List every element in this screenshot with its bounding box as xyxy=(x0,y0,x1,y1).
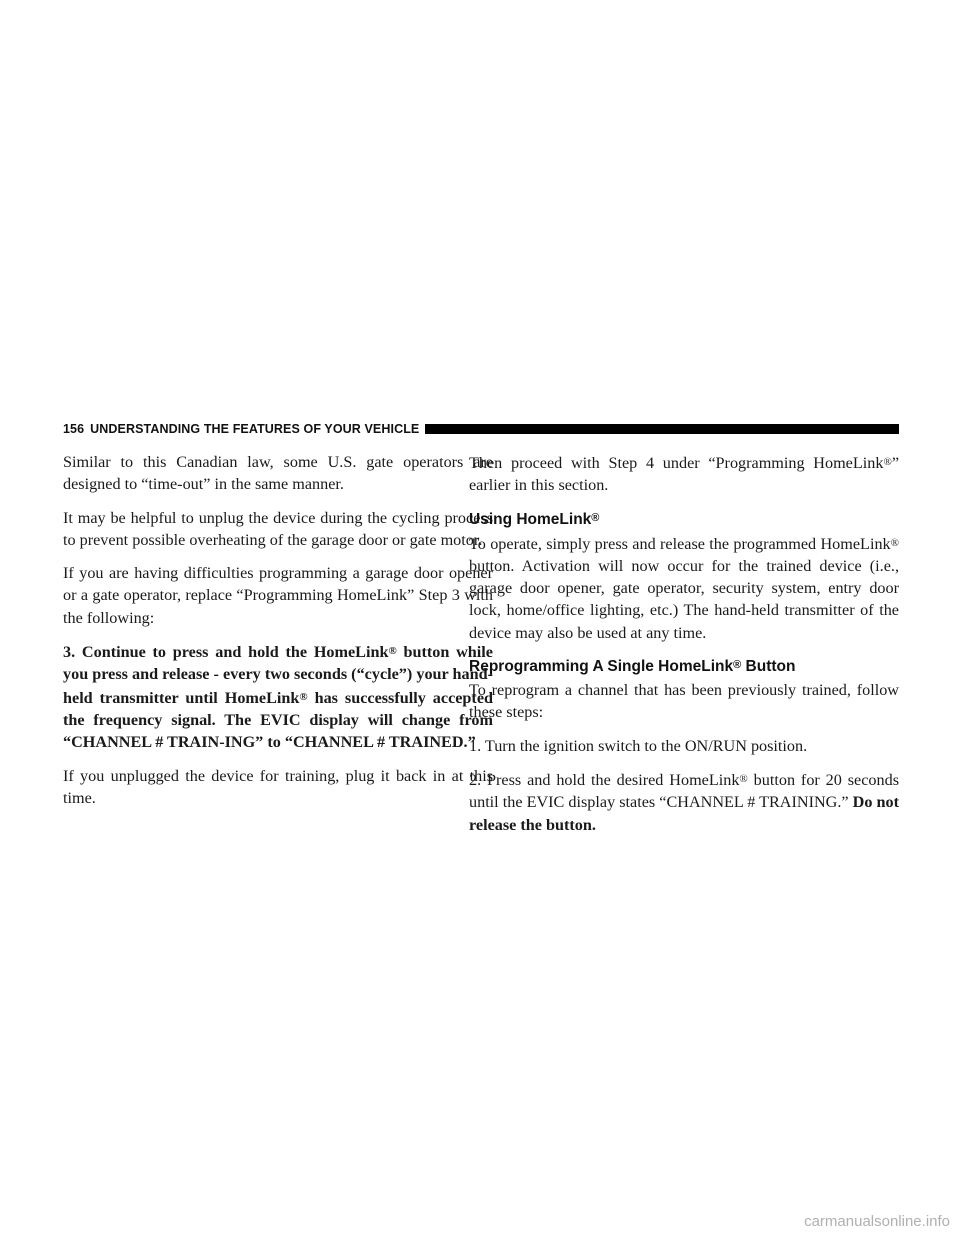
step-2-warning: Do not release the button. xyxy=(469,793,900,834)
step-3-text-a: 3. Continue to press and hold the HomeLink xyxy=(63,643,389,662)
registered-mark: ® xyxy=(733,659,742,672)
paragraph-step-2 xyxy=(469,768,899,836)
operate-text-b: button. Activation will now occur for the trained device (i.e., garage door opener, gate operator, security system, entry door lock, home/office lighting, etc.) The hand-held transmitter of the device may also be used at any time. xyxy=(469,556,899,642)
paragraph-proceed-step-4 xyxy=(469,451,899,497)
paragraph-operate xyxy=(469,532,899,644)
paragraph-difficulties: If you are having difficulties programming a garage door opener or a gate operator, replace “Programming HomeLink” Step 3 with the following: xyxy=(63,564,493,627)
step-2-text-a: 2. Press and hold the desired HomeLink xyxy=(469,770,740,789)
heading-reprogramming xyxy=(469,655,899,677)
registered-mark: ® xyxy=(883,456,892,468)
heading-using-homelink xyxy=(469,508,899,530)
operate-text-a: To operate, simply press and release the programmed HomeLink xyxy=(469,534,891,553)
page-number: 156 xyxy=(63,422,85,436)
left-column xyxy=(63,451,493,820)
step-3-text-b: button while you press and release - every two seconds (“cycle”) your hand-held transmitter until HomeLink xyxy=(63,643,493,707)
header-bar xyxy=(425,424,899,434)
paragraph-plug-back: If you unplugged the device for training, plug it back in at this time. xyxy=(63,766,493,807)
heading-using-homelink-text: Using HomeLink xyxy=(469,510,592,528)
heading-reprogramming-text-b: Button xyxy=(745,658,796,676)
paragraph-reprogram-intro: To reprogram a channel that has been previously trained, follow these steps: xyxy=(469,681,899,722)
registered-mark: ® xyxy=(739,772,748,785)
page-header xyxy=(63,420,899,438)
proceed-text-b: ” earlier in this section. xyxy=(469,454,899,495)
section-title: UNDERSTANDING THE FEATURES OF YOUR VEHICLE xyxy=(90,422,420,436)
paragraph-step-3 xyxy=(63,640,493,753)
paragraph-canadian-law: Similar to this Canadian law, some U.S. gate operators are designed to “time-out” in the same manner. xyxy=(63,453,493,494)
registered-mark: ® xyxy=(299,690,308,703)
paragraph-unplug-device: It may be helpful to unplug the device during the cycling process to prevent possible overheating of the garage door or gate motor. xyxy=(63,508,493,549)
proceed-text-a: Then proceed with Step 4 under “Programming HomeLink xyxy=(469,454,884,472)
registered-mark: ® xyxy=(591,511,600,524)
step-3-text-c: has successfully accepted the frequency signal. The EVIC display will change from “CHANNEL # TRAIN-ING” to “CHANNEL # TRAINED.” xyxy=(63,688,494,752)
registered-mark: ® xyxy=(388,645,397,658)
paragraph-step-1: 1. Turn the ignition switch to the ON/RUN position. xyxy=(469,736,808,755)
step-2-text-b: button for 20 seconds until the EVIC display states “CHANNEL # TRAINING.” xyxy=(469,770,900,812)
right-column xyxy=(469,451,899,847)
watermark: carmanualsonline.info xyxy=(804,1213,950,1230)
registered-mark: ® xyxy=(890,536,899,549)
heading-reprogramming-text-a: Reprogramming A Single HomeLink xyxy=(469,658,734,676)
